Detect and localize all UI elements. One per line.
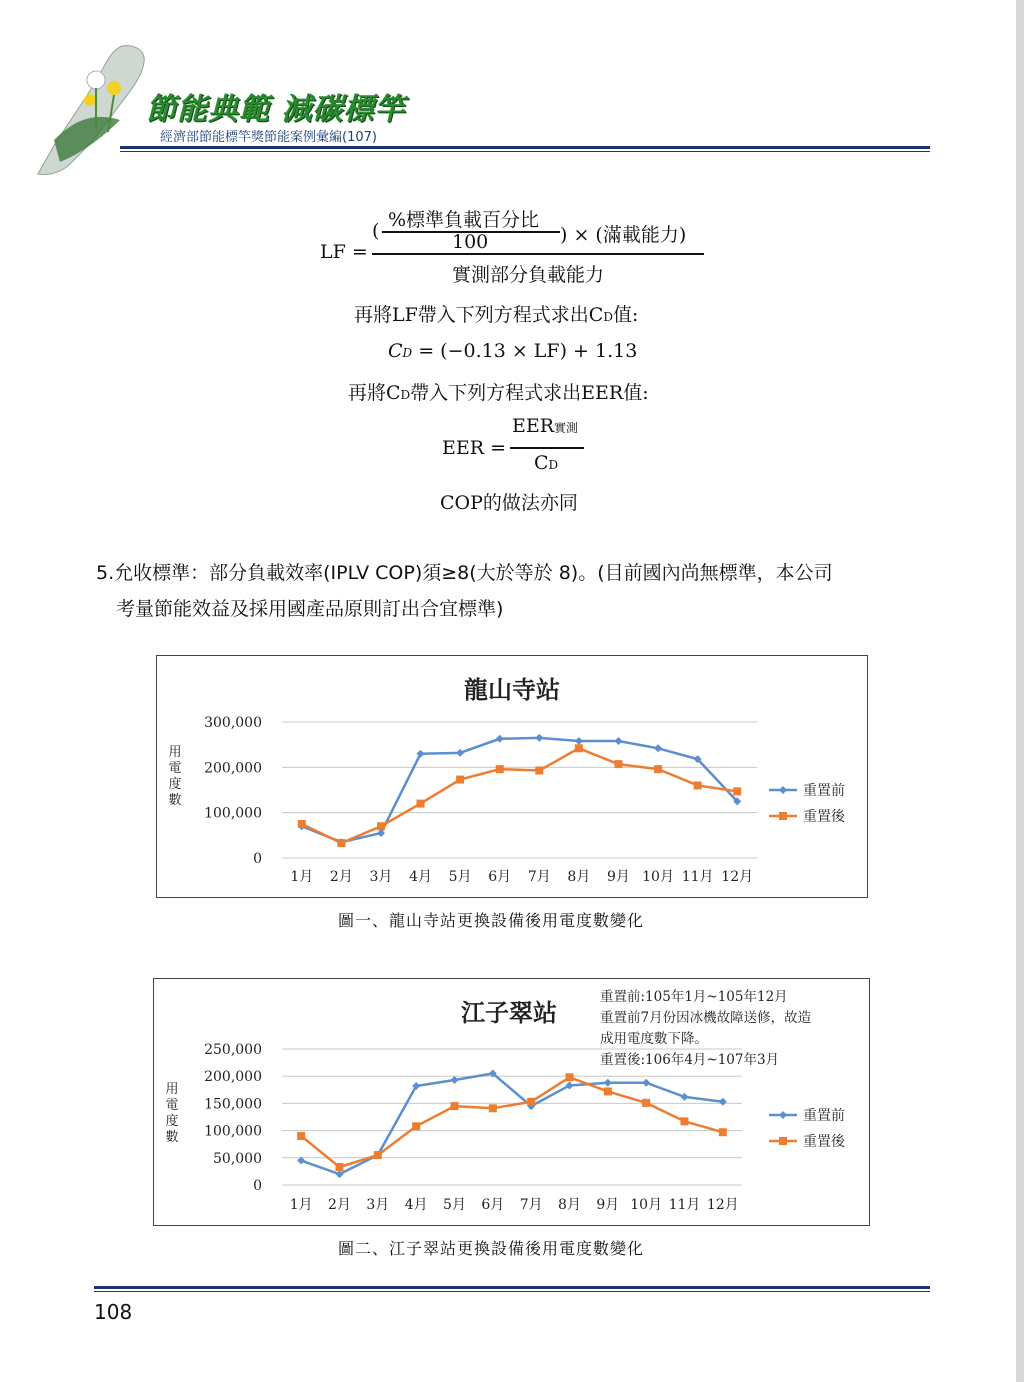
data-point: [642, 1079, 650, 1087]
eer-num-main: EER: [512, 415, 555, 437]
data-point: [681, 1117, 689, 1125]
x-tick-label: 6月: [488, 869, 512, 885]
x-tick-label: 11月: [668, 1197, 701, 1213]
data-point: [614, 737, 622, 745]
x-tick-label: 5月: [443, 1197, 466, 1213]
eer-fraction-bar: [510, 447, 584, 449]
chart-annotation: 重置前7月份因冰機故障送修，故造: [600, 1010, 812, 1026]
chart-title: 龍山寺站: [464, 675, 560, 704]
data-point: [297, 1132, 305, 1140]
data-point: [694, 781, 702, 789]
y-axis-label: 用: [168, 745, 182, 760]
y-axis-label: 度: [168, 777, 182, 792]
data-point: [575, 737, 583, 745]
header-title: 節能典範 減碳標竿: [146, 92, 406, 127]
x-tick-label: 1月: [289, 1197, 313, 1213]
chart-jiangzicui-svg: [154, 979, 869, 1225]
series-line: [302, 738, 737, 842]
data-point: [336, 1163, 344, 1171]
x-tick-label: 9月: [606, 869, 630, 885]
legend-label: 重置前: [803, 783, 845, 799]
data-point: [719, 1128, 727, 1136]
cd-sub: D: [402, 346, 413, 360]
eer-den-main: C: [534, 452, 549, 474]
data-point: [527, 1098, 535, 1106]
footer-rule-thin: [94, 1291, 930, 1292]
step2-main: 再將C: [348, 382, 401, 404]
data-point: [496, 765, 504, 773]
chart-annotation: 重置後:106年4月~107年3月: [600, 1052, 780, 1068]
data-point: [535, 767, 543, 775]
data-point: [654, 765, 662, 773]
x-tick-label: 5月: [448, 869, 472, 885]
data-point: [642, 1099, 650, 1107]
page-edge-shade: [1016, 0, 1024, 1382]
header-rule-thin: [120, 151, 930, 152]
legend-swatch-marker: [779, 812, 787, 820]
y-tick-label: 250,000: [204, 1042, 262, 1058]
y-axis-label: 數: [168, 793, 182, 808]
footer-rule: [94, 1286, 930, 1289]
criteria-line2: 考量節能效益及採用國產品原則訂出合宜標準): [116, 598, 504, 620]
page-number: 108: [94, 1300, 133, 1324]
y-tick-label: 300,000: [204, 715, 262, 731]
chart-annotation: 成用電度數下降。: [600, 1031, 708, 1047]
x-tick-label: 7月: [519, 1197, 543, 1213]
eer-denominator: [534, 452, 558, 474]
step1-text: [354, 300, 638, 327]
step1-sub: D: [603, 310, 613, 324]
eer-num-sub: 實測: [554, 421, 579, 435]
x-tick-label: 10月: [642, 869, 674, 885]
data-point: [451, 1076, 459, 1084]
y-axis-label: 電: [168, 761, 182, 776]
cd-rhs: = (−0.13 × LF) + 1.13: [412, 340, 638, 362]
data-point: [337, 839, 345, 847]
data-point: [733, 787, 741, 795]
step2-sub: D: [400, 388, 411, 402]
x-tick-label: 2月: [329, 869, 353, 885]
header-subtitle: 經濟部節能標竿獎節能案例彙編(107): [160, 130, 377, 145]
legend-label: 重置後: [803, 1134, 845, 1150]
x-tick-label: 6月: [481, 1197, 505, 1213]
data-point: [535, 734, 543, 742]
taiwan-logo-icon: [24, 40, 164, 180]
x-tick-label: 8月: [558, 1197, 581, 1213]
x-tick-label: 12月: [721, 869, 754, 885]
data-point: [374, 1151, 382, 1159]
eer-lhs: EER =: [442, 437, 507, 459]
data-point: [604, 1079, 612, 1087]
y-tick-label: 0: [253, 851, 262, 867]
data-point: [456, 776, 464, 784]
step1-tail: 值:: [612, 304, 639, 326]
x-tick-label: 11月: [681, 869, 714, 885]
step1-main: 再將LF帶入下列方程式求出C: [354, 304, 604, 326]
x-tick-label: 10月: [630, 1197, 663, 1213]
data-point: [604, 1087, 612, 1095]
y-axis-label: 度: [165, 1114, 179, 1129]
x-tick-label: 3月: [369, 869, 393, 885]
y-tick-label: 200,000: [204, 760, 262, 777]
data-point: [681, 1093, 689, 1101]
step2-text: [348, 378, 649, 405]
chart-jiangzicui: [153, 978, 870, 1226]
chart-longshan-caption: 圖一、龍山寺站更換設備後用電度數變化: [338, 911, 645, 930]
data-point: [412, 1122, 420, 1130]
x-tick-label: 3月: [366, 1197, 390, 1213]
y-tick-label: 100,000: [204, 1123, 262, 1140]
cop-note: COP的做法亦同: [440, 492, 578, 514]
data-point: [575, 744, 583, 752]
chart-longshan: [156, 655, 868, 898]
data-point: [377, 822, 385, 830]
criteria-line1: 5.允收標準：部分負載效率(IPLV COP)須≥8(大於等於 8)。(目前國內尚無標準，本公司: [96, 562, 833, 584]
data-point: [489, 1104, 497, 1112]
data-point: [336, 1170, 344, 1178]
y-tick-label: 200,000: [204, 1069, 262, 1086]
legend-swatch-marker: [779, 786, 787, 794]
lf-denominator: 實測部分負載能力: [452, 264, 605, 286]
chart-jiangzicui-caption: 圖二、江子翠站更換設備後用電度數變化: [338, 1239, 645, 1258]
y-axis-label: 電: [165, 1098, 179, 1113]
data-point: [298, 820, 306, 828]
chart-longshan-svg: [157, 656, 867, 897]
legend-swatch-marker: [779, 1111, 787, 1119]
legend-label: 重置後: [803, 809, 845, 825]
x-tick-label: 9月: [596, 1197, 620, 1213]
x-tick-label: 4月: [409, 869, 433, 885]
step2-tail: 帶入下列方程式求出EER值:: [410, 382, 649, 404]
series-line: [302, 748, 737, 843]
legend-swatch-marker: [779, 1137, 787, 1145]
cd-lhs: C: [388, 340, 403, 362]
y-tick-label: 150,000: [204, 1096, 262, 1113]
lf-fraction-bar: [372, 253, 704, 255]
data-point: [496, 735, 504, 743]
lf-lhs: LF =: [320, 241, 368, 263]
lf-open-paren: (: [372, 220, 380, 242]
x-tick-label: 1月: [290, 869, 314, 885]
x-tick-label: 8月: [567, 869, 591, 885]
x-tick-label: 12月: [706, 1197, 739, 1213]
data-point: [566, 1073, 574, 1081]
chart-title: 江子翠站: [461, 998, 557, 1027]
data-point: [451, 1102, 459, 1110]
data-point: [456, 749, 464, 757]
y-tick-label: 100,000: [204, 805, 262, 822]
lf-numerator-top: %標準負載百分比: [388, 209, 540, 231]
x-tick-label: 2月: [328, 1197, 351, 1213]
y-tick-label: 0: [253, 1178, 262, 1194]
eer-numerator: [512, 415, 578, 437]
y-axis-label: 用: [165, 1082, 179, 1097]
data-point: [614, 760, 622, 768]
cd-formula: [388, 340, 637, 362]
data-point: [417, 750, 425, 758]
legend-label: 重置前: [803, 1108, 845, 1124]
data-point: [719, 1098, 727, 1106]
lf-numerator-bottom: 100: [452, 231, 489, 253]
header-rule: [120, 146, 930, 149]
eer-den-sub: D: [548, 458, 559, 472]
data-point: [654, 744, 662, 752]
data-point: [417, 800, 425, 808]
y-axis-label: 數: [165, 1130, 179, 1145]
x-tick-label: 4月: [404, 1197, 428, 1213]
chart-annotation: 重置前:105年1月~105年12月: [600, 989, 788, 1005]
y-tick-label: 50,000: [213, 1150, 262, 1167]
x-tick-label: 7月: [527, 869, 551, 885]
lf-times-capacity: ) × (滿載能力): [560, 224, 687, 246]
